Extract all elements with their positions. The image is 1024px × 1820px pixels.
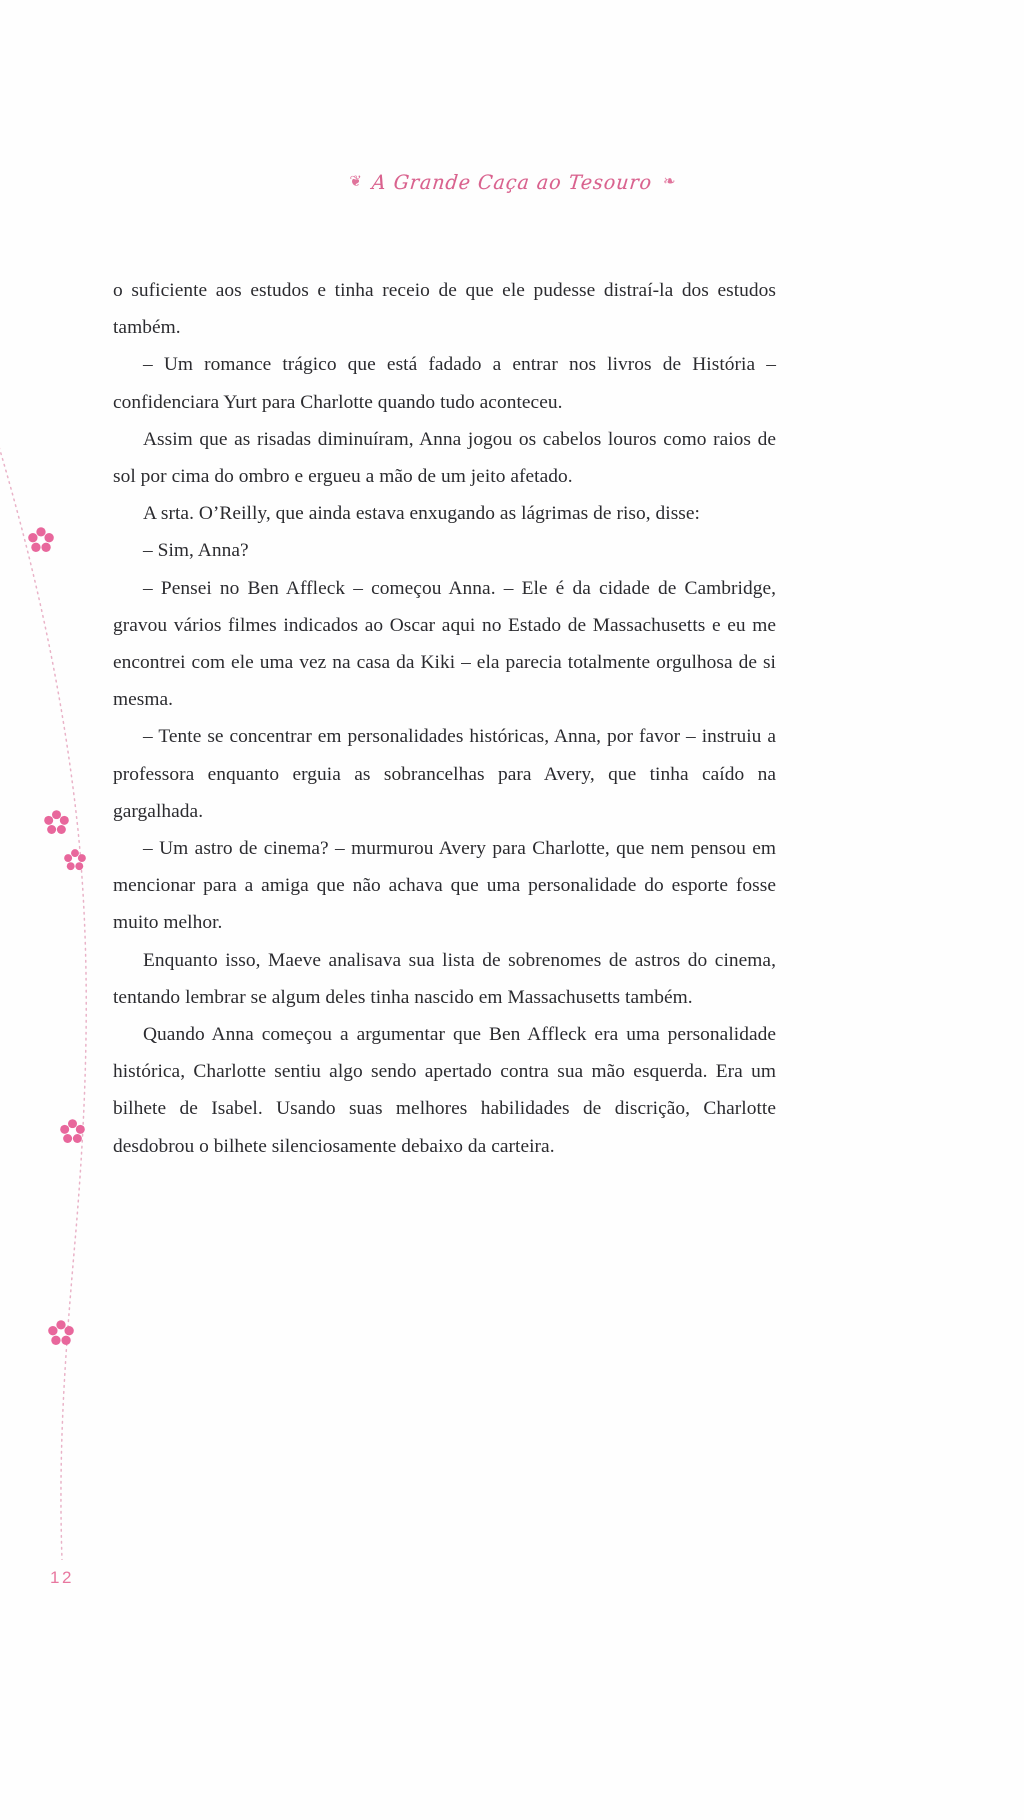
paragraph-5: – Sim, Anna? bbox=[143, 540, 249, 562]
paragraph-6: – Pensei no Ben Affleck – começou Anna. – Ele é da cidade de Cambridge, gravou vários filmes indicados ao Oscar aqui no Estado de Massachusetts e eu me encontrei com ele uma vez na casa da Kiki – ela parecia totalmente orgulhosa de si mesma. bbox=[113, 577, 776, 711]
flower-ornament-1 bbox=[28, 527, 54, 553]
header-title: A Grande Caça ao Tesouro bbox=[370, 171, 654, 195]
flower-ornament-2 bbox=[44, 810, 69, 835]
header-flourish-left-icon: ❦ bbox=[349, 173, 361, 190]
header-flourish-right-icon: ❧ bbox=[663, 173, 675, 190]
flower-ornament-5 bbox=[48, 1320, 74, 1346]
paragraph-2: – Um romance trágico que está fadado a entrar nos livros de História – confidenciara Yurt para Charlotte quando tudo aconteceu. bbox=[113, 354, 776, 413]
paragraph-7: – Tente se concentrar em personalidades históricas, Anna, por favor – instruiu a professora enquanto erguia as sobrancelhas para Avery, que tinha caído na gargalhada. bbox=[113, 726, 776, 822]
flower-ornament-3 bbox=[64, 849, 86, 871]
paragraph-4: A srta. O’Reilly, que ainda estava enxugando as lágrimas de riso, disse: bbox=[143, 503, 700, 525]
body-text-column bbox=[113, 272, 776, 1165]
paragraph-8: – Um astro de cinema? – murmurou Avery para Charlotte, que nem pensou em mencionar para a amiga que não achava que uma personalidade do esporte fosse muito melhor. bbox=[113, 838, 776, 934]
flower-ornament-4 bbox=[60, 1119, 85, 1144]
paragraph-1: o suficiente aos estudos e tinha receio de que ele pudesse distraí-la dos estudos também. bbox=[113, 280, 776, 339]
running-header bbox=[0, 172, 1024, 194]
paragraph-9: Enquanto isso, Maeve analisava sua lista de sobrenomes de astros do cinema, tentando lembrar se algum deles tinha nascido em Massachusetts também. bbox=[113, 949, 776, 1008]
paragraph-3: Assim que as risadas diminuíram, Anna jogou os cabelos louros como raios de sol por cima do ombro e ergueu a mão de um jeito afetado. bbox=[113, 428, 776, 488]
page-number: 12 bbox=[50, 1568, 74, 1587]
paragraph-10: Quando Anna começou a argumentar que Ben Affleck era uma personalidade histórica, Charlotte sentiu algo sendo apertado contra sua mão esquerda. Era um bilhete de Isabel. Usando suas melhores habilidades de discrição, Charlotte desdobrou o bilhete silenciosamente debaixo da carteira. bbox=[113, 1024, 776, 1157]
